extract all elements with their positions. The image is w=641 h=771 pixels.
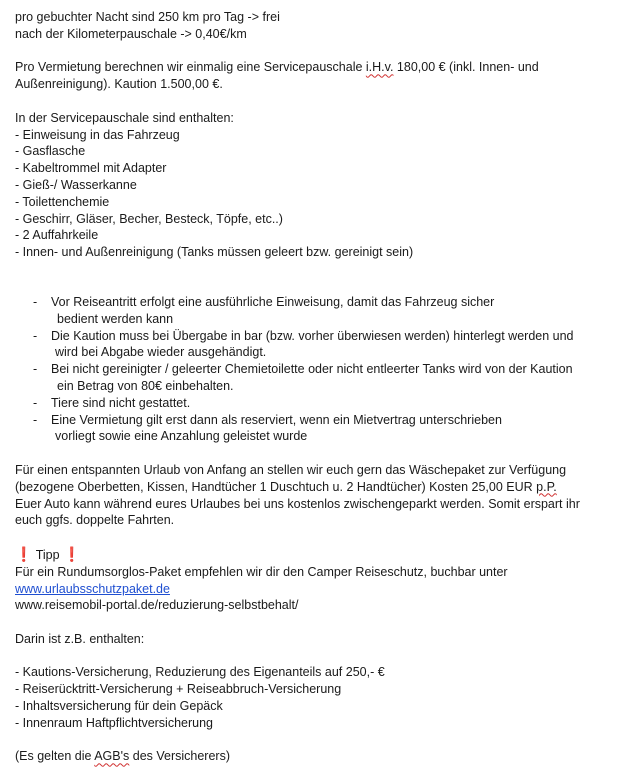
tip-heading: ❗ Tipp ❗	[15, 545, 81, 562]
tip-text: Für ein Rundumsorglos-Paket empfehlen wir dir den Camper Reiseschutz, buchbar unter	[15, 564, 508, 579]
rule-item: - Tiere sind nicht gestattet.	[33, 395, 191, 410]
list-item: - Kautions-Versicherung, Reduzierung des Eigenanteils auf 250,- €	[15, 665, 385, 680]
spellcheck-word: AGB's	[94, 749, 130, 764]
spellcheck-word: p.P.	[536, 479, 557, 494]
rule-item: - Eine Vermietung gilt erst dann als reserviert, wenn ein Mietvertrag unterschrieben vorliegt sowie eine Anzahlung geleistet wurde	[33, 412, 502, 444]
rule-item: - Die Kaution muss bei Übergabe in bar (bzw. vorher überwiesen werden) hinterlegt werden und wird bei Abgabe wieder ausgehändigt.	[33, 328, 574, 360]
list-item: - Innenraum Haftpflichtversicherung	[15, 715, 214, 730]
rule-item: - Bei nicht gereinigter / geleerter Chemietoilette oder nicht entleerter Tanks wird von der Kaution ein Betrag von 80€ einbehalten.	[33, 362, 573, 393]
list-item: - Reiserücktritt-Versicherung + Reiseabbruch-Versicherung	[15, 682, 342, 697]
list-item: - Innen- und Außenreinigung (Tanks müssen geleert bzw. gereinigt sein)	[15, 245, 414, 260]
contains-heading: Darin ist z.B. enthalten:	[15, 631, 145, 646]
list-item: - Einweisung in das Fahrzeug	[15, 127, 180, 142]
km-rate-line: nach der Kilometerpauschale -> 0,40€/km	[15, 26, 247, 41]
list-item: - 2 Auffahrkeile	[15, 228, 99, 243]
list-item: - Kabeltrommel mit Adapter	[15, 161, 167, 176]
list-item: - Toilettenchemie	[15, 194, 110, 209]
list-item: - Gasflasche	[15, 144, 86, 159]
exclamation-icon: ❗	[63, 545, 81, 562]
included-heading: In der Servicepauschale sind enthalten:	[15, 110, 234, 125]
service-fee-line: Pro Vermietung berechnen wir einmalig eine Servicepauschale i.H.v. 180,00 € (inkl. Innen- und	[15, 60, 539, 75]
list-item: - Inhaltsversicherung für dein Gepäck	[15, 699, 223, 714]
rule-item: - Vor Reiseantritt erfolgt eine ausführliche Einweisung, damit das Fahrzeug sicher bedient werden kann	[33, 294, 495, 326]
km-line: pro gebuchter Nacht sind 250 km pro Tag -> frei	[15, 10, 280, 24]
laundry-line: Für einen entspannten Urlaub von Anfang an stellen wir euch gern das Wäschepaket zur Verfügung	[15, 462, 567, 477]
spellcheck-word: i.H.v.	[365, 60, 394, 75]
rules-list	[15, 294, 631, 445]
list-item: - Gieß-/ Wasserkanne	[15, 177, 137, 192]
list-item: - Geschirr, Gläser, Becher, Besteck, Töpfe, etc..)	[15, 211, 283, 226]
laundry-line: (bezogene Oberbetten, Kissen, Handtücher 1 Duschtuch u. 2 Handtücher) Kosten 25,00 EUR p.P.	[15, 479, 557, 494]
document-body	[15, 9, 631, 765]
exclamation-icon: ❗	[15, 545, 33, 562]
portal-url: www.reisemobil-portal.de/reduzierung-selbstbehalt/	[15, 598, 299, 613]
parking-line: Euer Auto kann während eures Urlaubes bei uns kostenlos zwischengeparkt werden. Somit erspart ihr	[15, 496, 580, 511]
urlaubsschutzpaket-link[interactable]: www.urlaubsschutzpaket.de	[15, 581, 170, 596]
deposit-line: Außenreinigung). Kaution 1.500,00 €.	[15, 77, 223, 92]
footer-note: (Es gelten die AGB's des Versicherers)	[15, 749, 230, 764]
parking-line: euch ggfs. doppelte Fahrten.	[15, 513, 175, 528]
